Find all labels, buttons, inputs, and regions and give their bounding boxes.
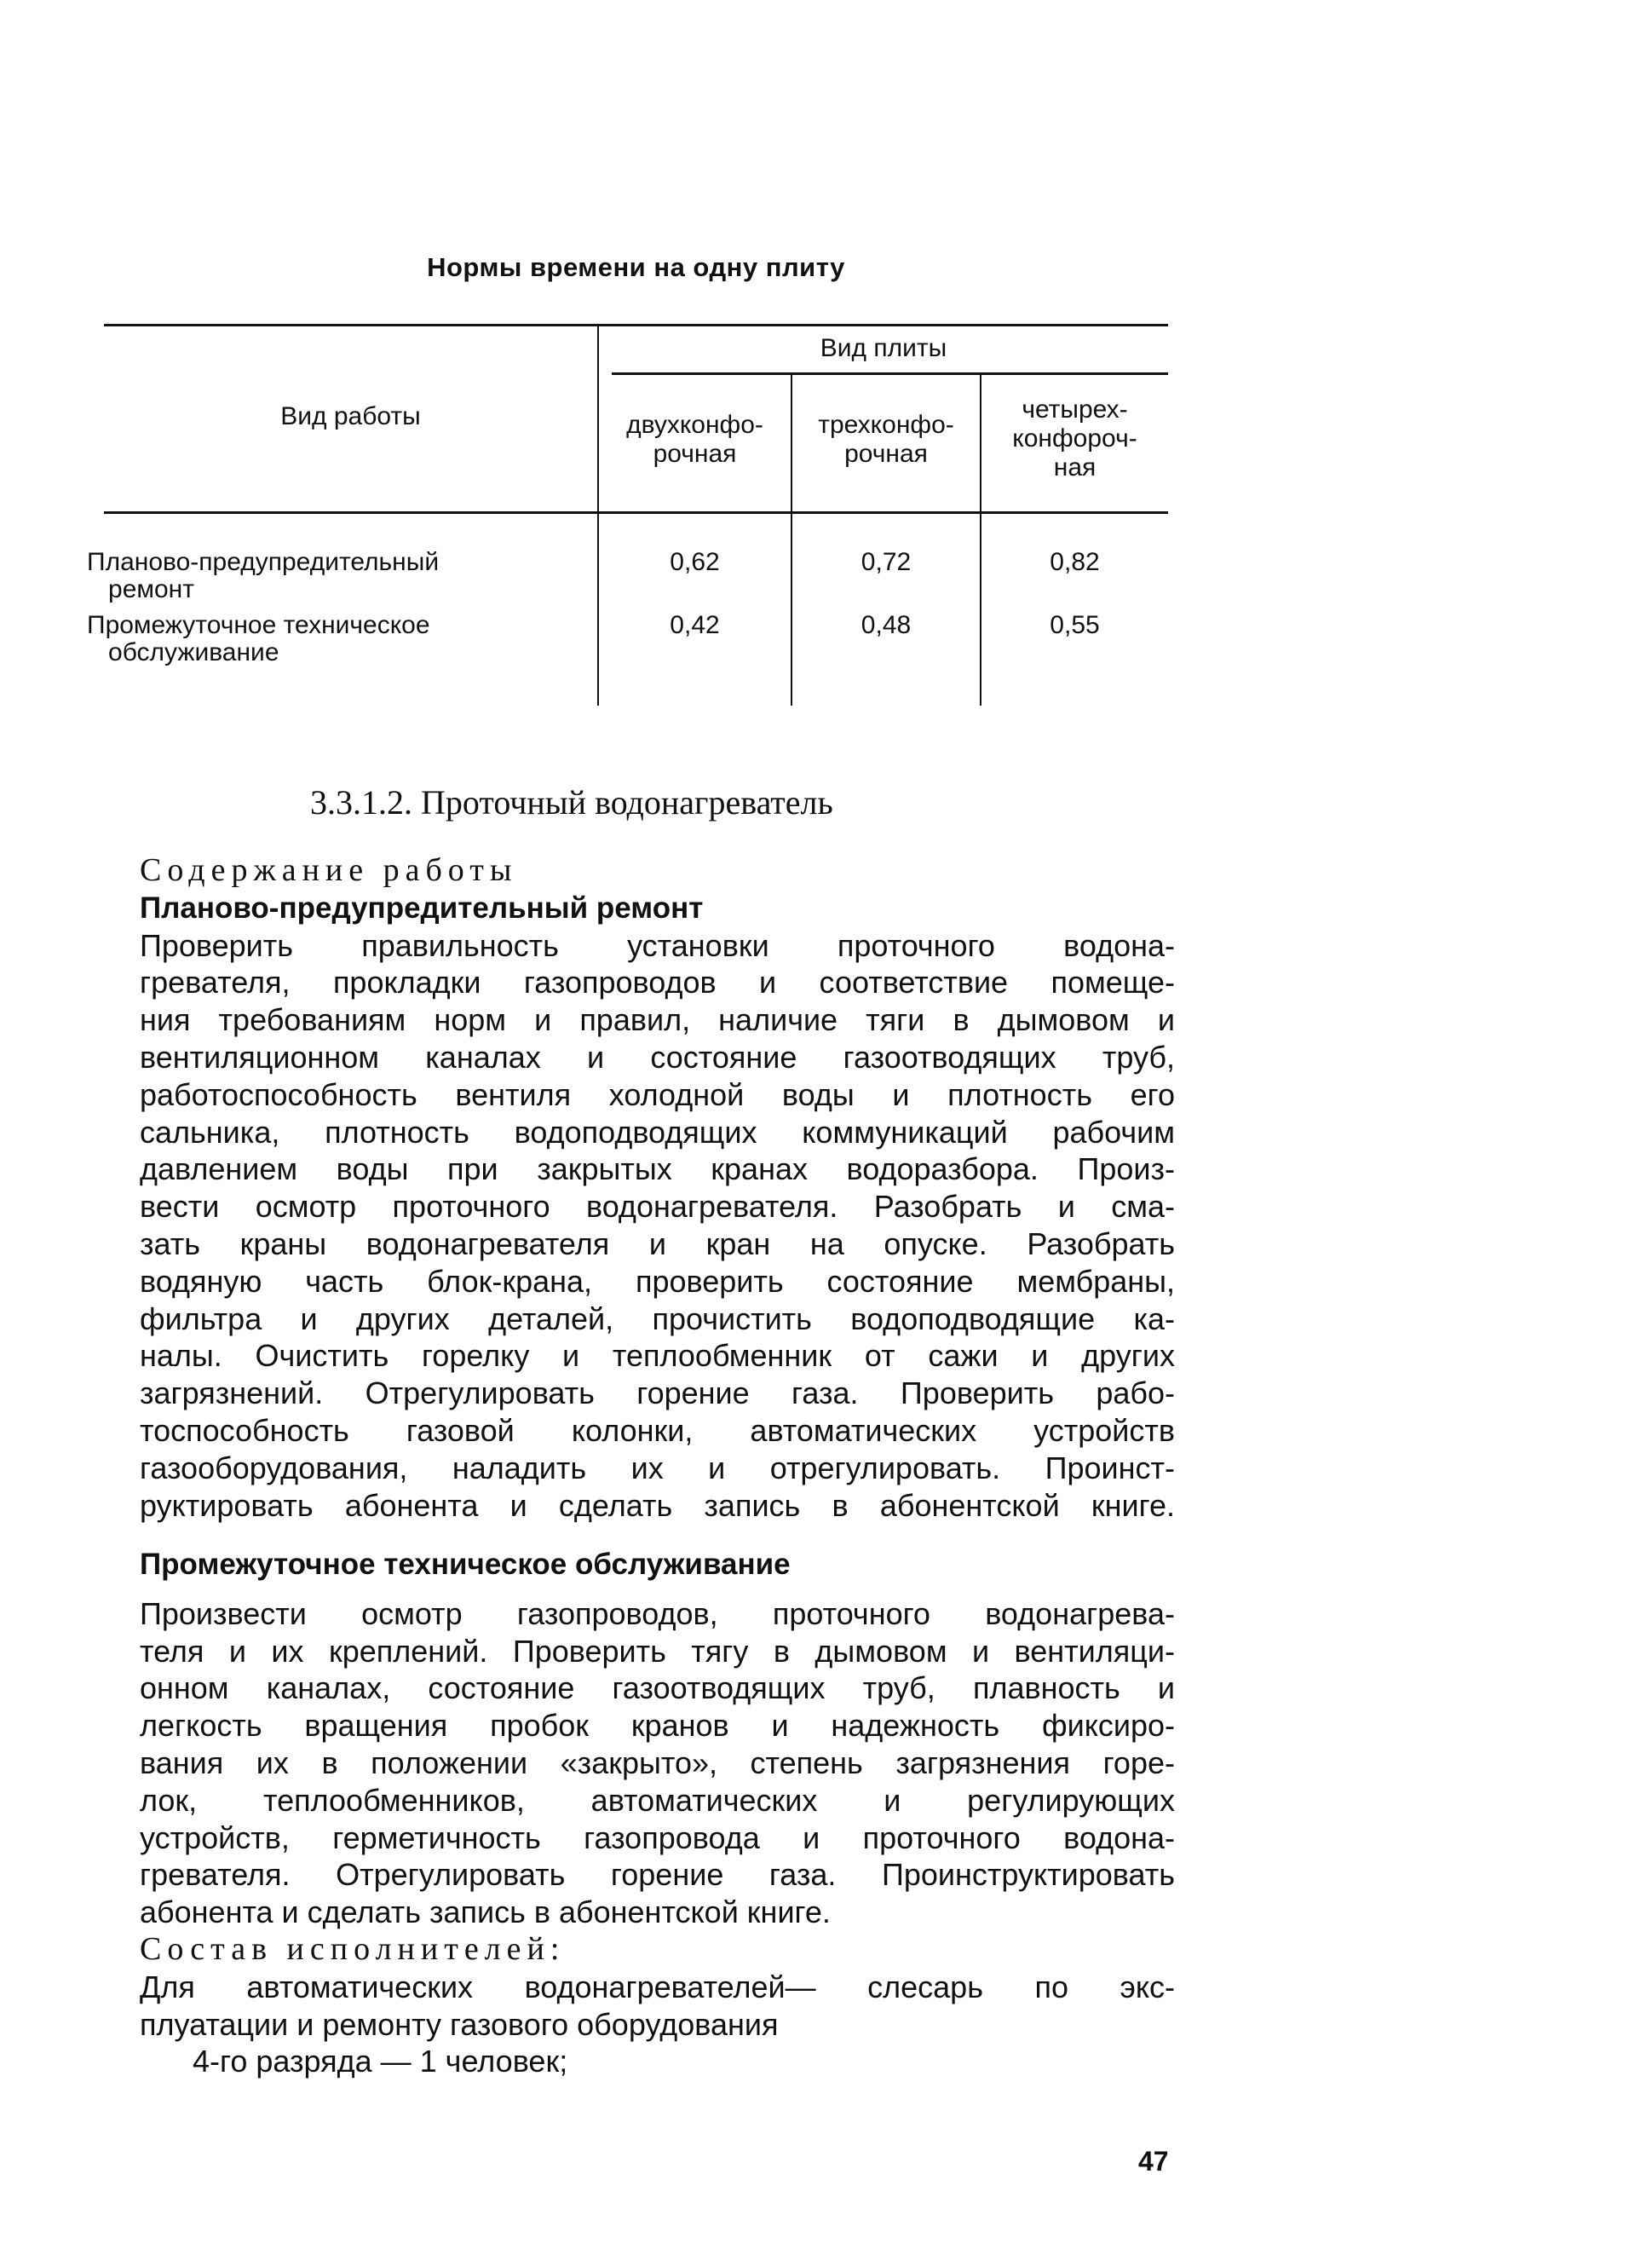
- text-line: вести осмотр проточного водонагревателя. Разобрать и сма-: [140, 1189, 1175, 1225]
- text-line: онном каналах, состояние газоотводящих труб, плавность и: [140, 1670, 1175, 1706]
- text-line: ния требованиям норм и правил, наличие тяги в дымовом и: [140, 1002, 1175, 1038]
- table-cell: 0,62: [670, 548, 720, 576]
- table-cell: 0,82: [1050, 548, 1100, 576]
- table-cell: 0,72: [861, 548, 912, 576]
- ppr-heading: Планово-предупредительный ремонт: [140, 891, 704, 925]
- text-line: легкость вращения пробок кранов и надежность фиксиро-: [140, 1708, 1175, 1744]
- text-line: гревателя. Отрегулировать горение газа. Проинструктировать: [140, 1857, 1175, 1893]
- text-line: водяную часть блок-крана, проверить состояние мембраны,: [140, 1263, 1175, 1299]
- table-column-divider: [597, 325, 599, 706]
- table-cell: 0,55: [1050, 611, 1100, 639]
- row-label: Планово-предупредительный ремонт: [87, 548, 440, 603]
- text-line: вентиляционном каналах и состояние газоотводящих труб,: [140, 1039, 1175, 1075]
- column-header-two-burner: двухконфо- рочная: [626, 411, 763, 468]
- ppr-paragraph: [140, 927, 1175, 1525]
- table-cell: 0,48: [861, 611, 912, 639]
- text-line: загрязнений. Отрегулировать горение газа. Проверить рабо-: [140, 1375, 1175, 1411]
- staff-paragraph: [140, 1969, 1175, 2044]
- row-label: Промежуточное техническое обслуживание: [87, 611, 430, 666]
- table-cell: 0,42: [670, 611, 720, 639]
- staff-grade: 4-го разряда — 1 человек;: [193, 2044, 568, 2079]
- table-top-rule: [104, 324, 1168, 326]
- text-line: лок, теплообменников, автоматических и регулирующих: [140, 1782, 1175, 1818]
- text-line: вания их в положении «закрыто», степень загрязнения горе-: [140, 1744, 1175, 1780]
- text-line: зать краны водонагревателя и кран на опуске. Разобрать: [140, 1225, 1175, 1261]
- table-header-rule: [104, 511, 1168, 514]
- text-line: теля и их креплений. Проверить тягу в дымовом и вентиляци-: [140, 1633, 1175, 1669]
- column-header-work-type: Вид работы: [280, 402, 421, 430]
- text-line: абонента и сделать запись в абонентской книге.: [140, 1894, 831, 1930]
- page-number: 47: [1138, 2146, 1169, 2177]
- column-header-four-burner: четырех- конфороч- ная: [1012, 395, 1137, 482]
- text-line: Произвести осмотр газопроводов, проточного водонагрева-: [140, 1595, 1175, 1631]
- text-line: руктировать абонента и сделать запись в абонентской книге.: [140, 1487, 1175, 1523]
- text-line: сальника, плотность водоподводящих коммуникаций рабочим: [140, 1114, 1175, 1150]
- text-line: работоспособность вентиля холодной воды и плотность его: [140, 1076, 1175, 1112]
- table-title: Нормы времени на одну плиту: [427, 252, 845, 282]
- column-group-header: Вид плиты: [820, 334, 947, 362]
- text-line: давлением воды при закрытых кранах водоразбора. Произ-: [140, 1151, 1175, 1187]
- text-line: налы. Очистить горелку и теплообменник от сажи и других: [140, 1338, 1175, 1374]
- text-line: фильтра и других деталей, прочистить водоподводящие ка-: [140, 1300, 1175, 1336]
- staff-heading: Состав исполнителей:: [140, 1930, 566, 1967]
- text-line: Для автоматических водонагревателей— слесарь по экс-: [140, 1969, 1175, 2004]
- text-line: газооборудования, наладить их и отрегулировать. Проинст-: [140, 1450, 1175, 1485]
- text-line: гревателя, прокладки газопроводов и соответствие помеще-: [140, 965, 1175, 1001]
- text-line: тоспособность газовой колонки, автоматических устройств: [140, 1412, 1175, 1448]
- text-line: Проверить правильность установки проточного водона-: [140, 927, 1175, 963]
- section-heading: 3.3.1.2. Проточный водонагреватель: [310, 783, 833, 822]
- pto-paragraph: [140, 1595, 1175, 1931]
- text-line: устройств, герметичность газопровода и проточного водона-: [140, 1819, 1175, 1855]
- column-header-three-burner: трехконфо- рочная: [818, 411, 954, 468]
- pto-heading: Промежуточное техническое обслуживание: [140, 1548, 791, 1581]
- content-heading: Содержание работы: [140, 852, 518, 888]
- text-line: плуатации и ремонту газового оборудования: [140, 2006, 779, 2042]
- column-group-rule: [612, 372, 1168, 375]
